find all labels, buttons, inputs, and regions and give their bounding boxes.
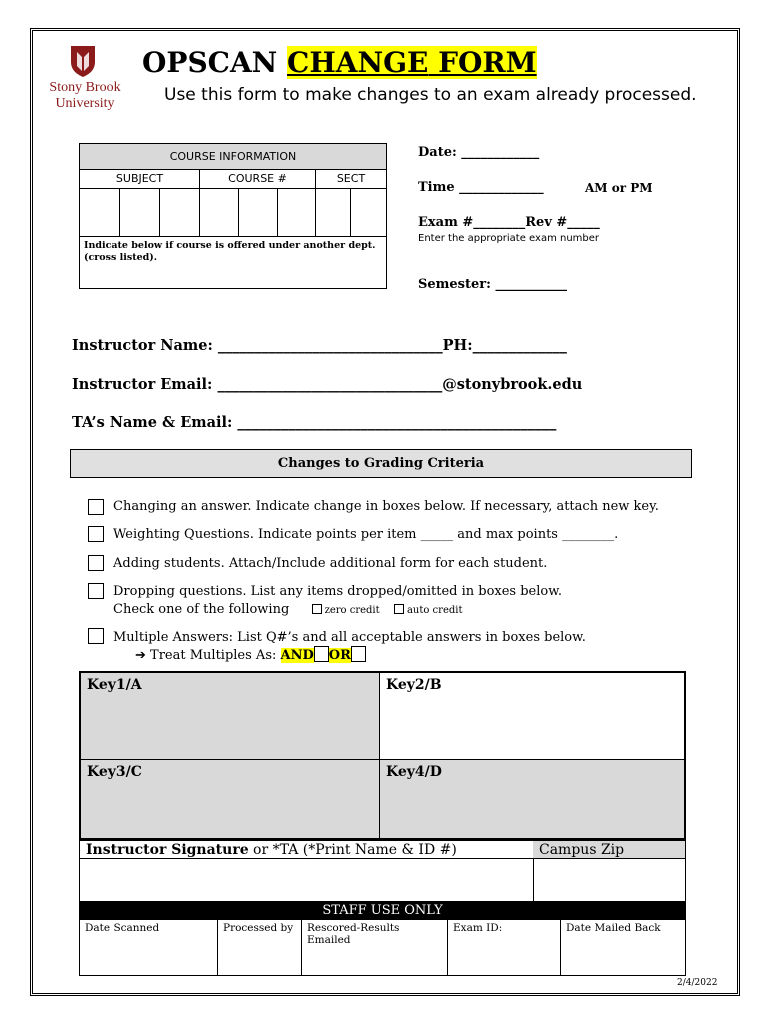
subject-column-header: SUBJECT — [80, 170, 200, 188]
subject-cell-1[interactable] — [80, 189, 120, 236]
university-logo-text — [42, 80, 128, 112]
key1-label: Key1/A — [87, 677, 142, 693]
course-cell-2[interactable] — [239, 189, 278, 236]
treat-multiples-label: Treat Multiples As: — [150, 648, 277, 663]
course-information-table — [79, 143, 387, 289]
section-cell-1[interactable] — [316, 189, 351, 236]
processed-by-cell[interactable]: Processed by — [218, 920, 302, 975]
exam-id-cell[interactable]: Exam ID: — [448, 920, 561, 975]
multiple-answers-label: Multiple Answers: List Q#’s and all acceptable answers in boxes below. — [113, 630, 586, 645]
semester-field[interactable]: Semester: ___________ — [418, 277, 567, 292]
date-field[interactable]: Date: ____________ — [418, 145, 540, 160]
section-cell-2[interactable] — [351, 189, 386, 236]
key2-label: Key2/B — [386, 677, 442, 693]
dropping-credit-row — [113, 601, 462, 619]
key2-box[interactable] — [379, 672, 685, 760]
exam-number-hint: Enter the appropriate exam number — [418, 233, 600, 244]
title-highlight: CHANGE — [287, 46, 429, 79]
course-cell-3[interactable] — [278, 189, 316, 236]
time-field[interactable]: Time _____________ — [418, 180, 544, 195]
cross-listed-note: Indicate below if course is offered under another dept. (cross listed). — [84, 240, 376, 263]
subject-cell-2[interactable] — [120, 189, 160, 236]
instructor-name-field[interactable]: Instructor Name: _______________________________PH:_____________ — [72, 337, 567, 354]
changing-answer-checkbox[interactable] — [88, 499, 104, 515]
course-cell-1[interactable] — [200, 189, 239, 236]
instructor-email-field[interactable]: Instructor Email: _______________________________@stonybrook.edu — [72, 376, 583, 393]
staff-use-row — [79, 919, 686, 976]
treat-multiples-row — [135, 646, 366, 664]
weighting-questions-checkbox[interactable] — [88, 526, 104, 542]
key3-label: Key3/C — [87, 764, 142, 780]
subject-cell-3[interactable] — [160, 189, 200, 236]
key4-label: Key4/D — [386, 764, 442, 780]
dropping-questions-label: Dropping questions. List any items dropped/omitted in boxes below. — [113, 584, 562, 599]
stony-brook-logo-icon — [68, 44, 98, 78]
course-entry-cells[interactable] — [80, 189, 386, 237]
date-scanned-cell[interactable]: Date Scanned — [80, 920, 218, 975]
key1-box[interactable] — [80, 672, 380, 760]
exam-rev-field[interactable]: Exam #________Rev #_____ — [418, 215, 600, 230]
title-highlight-2: FORM — [428, 46, 537, 79]
adding-students-label: Adding students. Attach/Include additional form for each student. — [113, 556, 548, 571]
arrow-right-icon: ➔ — [135, 648, 146, 663]
key4-box[interactable] — [379, 759, 685, 839]
answer-keys-grid — [79, 671, 686, 840]
changing-answer-label: Changing an answer. Indicate change in boxes below. If necessary, attach new key. — [113, 499, 659, 514]
weighting-questions-label: Weighting Questions. Indicate points per item _____ and max points ________. — [113, 527, 619, 542]
form-subtitle: Use this form to make changes to an exam already processed. — [164, 85, 697, 105]
rescored-results-cell[interactable]: Rescored-Results Emailed — [302, 920, 448, 975]
zero-credit-label: zero credit — [324, 605, 380, 616]
logo-line-2: University — [55, 96, 115, 111]
ta-name-email-field[interactable]: TA’s Name & Email: ____________________________________________ — [72, 414, 557, 431]
dropping-questions-checkbox[interactable] — [88, 583, 104, 599]
revision-date: 2/4/2022 — [677, 978, 718, 988]
adding-students-checkbox[interactable] — [88, 555, 104, 571]
campus-zip-label: Campus Zip — [533, 841, 685, 859]
and-option-label: AND — [280, 648, 314, 663]
and-option-checkbox[interactable] — [314, 646, 329, 662]
auto-credit-label: auto credit — [406, 605, 463, 616]
am-pm-label: AM or PM — [585, 181, 653, 195]
signature-label: Instructor Signature or *TA (*Print Name & ID #) — [80, 841, 534, 859]
grading-criteria-heading: Changes to Grading Criteria — [70, 449, 692, 478]
course-number-column-header: COURSE # — [200, 170, 316, 188]
signature-input[interactable] — [80, 859, 534, 901]
auto-credit-checkbox[interactable] — [394, 604, 404, 614]
key3-box[interactable] — [80, 759, 380, 839]
multiple-answers-checkbox[interactable] — [88, 628, 104, 644]
section-column-header: SECT — [336, 172, 366, 185]
signature-row — [79, 840, 686, 902]
form-title: OPSCAN CHANGE FORM — [142, 46, 537, 79]
check-one-label: Check one of the following — [113, 602, 290, 617]
campus-zip-input[interactable] — [533, 859, 685, 901]
date-mailed-back-cell[interactable]: Date Mailed Back — [566, 922, 661, 934]
staff-use-only-heading: STAFF USE ONLY — [79, 902, 686, 919]
or-option-checkbox[interactable] — [351, 646, 366, 662]
zero-credit-checkbox[interactable] — [312, 604, 322, 614]
course-information-heading: COURSE INFORMATION — [80, 144, 386, 170]
or-option-label: OR — [328, 648, 351, 663]
logo-line-1: Stony Brook — [49, 80, 121, 95]
